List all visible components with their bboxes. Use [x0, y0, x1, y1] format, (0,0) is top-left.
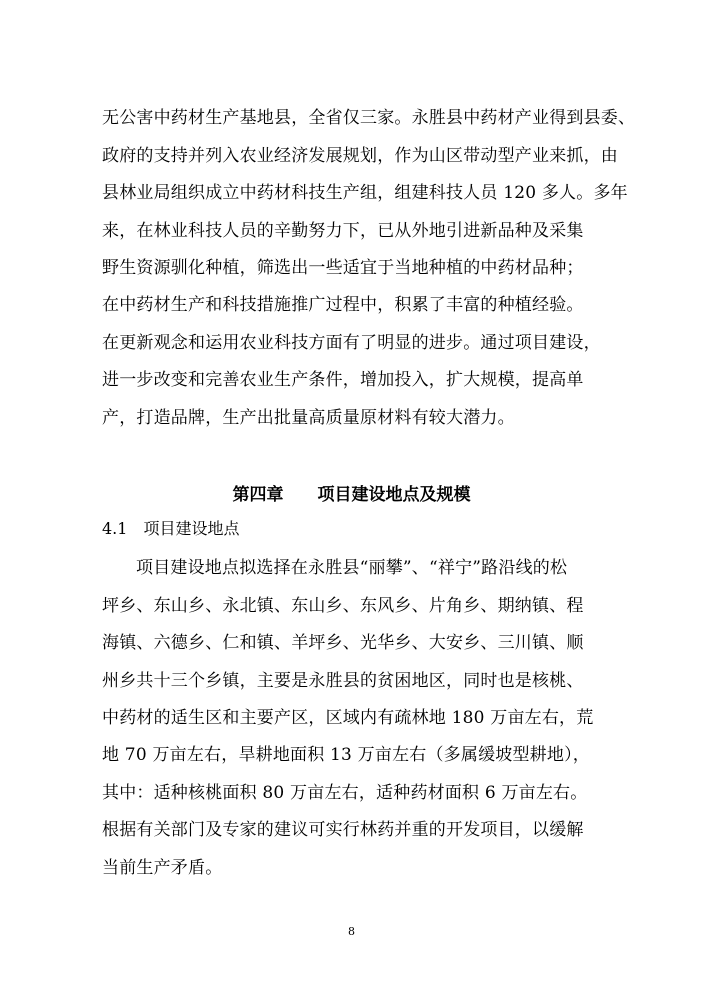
paragraph-line: 项目建设地点拟选择在永胜县“丽攀”、“祥宁”路沿线的松: [136, 558, 568, 578]
paragraph-line: 坪乡、东山乡、永北镇、东山乡、东风乡、片角乡、期纳镇、程: [102, 596, 584, 616]
chapter-title: 第四章 项目建设地点及规模: [232, 485, 471, 505]
paragraph-line: 根据有关部门及专家的建议可实行林药并重的开发项目，以缓解: [102, 820, 584, 840]
paragraph-line: 在中药材生产和科技措施推广过程中，积累了丰富的种植经验。: [102, 295, 584, 315]
paragraph-line: 海镇、六德乡、仁和镇、羊坪乡、光华乡、大安乡、三川镇、顺: [102, 633, 584, 653]
paragraph-line: 来，在林业科技人员的辛勤努力下，已从外地引进新品种及采集: [102, 221, 584, 241]
section-heading: 4.1 项目建设地点: [102, 519, 240, 538]
paragraph-line: 产，打造品牌，生产出批量高质量原材料有较大潜力。: [102, 408, 515, 428]
paragraph-line: 地 70 万亩左右，旱耕地面积 13 万亩左右（多属缓坡型耕地），: [102, 745, 590, 765]
paragraph-line: 中药材的适生区和主要产区，区域内有疏林地 180 万亩左右，荒: [102, 708, 594, 728]
paragraph-line: 野生资源驯化种植，筛选出一些适宜于当地种植的中药材品种；: [102, 258, 584, 278]
page-number: 8: [348, 925, 355, 938]
paragraph-line: 无公害中药材生产基地县，全省仅三家。永胜县中药材产业得到县委、: [102, 108, 636, 128]
paragraph-line: 县林业局组织成立中药材科技生产组，组建科技人员 120 多人。多年: [102, 183, 628, 203]
paragraph-line: 在更新观念和运用农业科技方面有了明显的进步。通过项目建设，: [102, 333, 601, 353]
paragraph-line: 其中：适种核桃面积 80 万亩左右，适种药材面积 6 万亩左右。: [102, 783, 588, 803]
paragraph-line: 政府的支持并列入农业经济发展规划，作为山区带动型产业来抓，由: [102, 146, 618, 166]
paragraph-line: 当前生产矛盾。: [102, 858, 223, 878]
paragraph-line: 进一步改变和完善农业生产条件，增加投入，扩大规模，提高单: [102, 370, 584, 390]
paragraph-line: 州乡共十三个乡镇，主要是永胜县的贫困地区，同时也是核桃、: [102, 671, 584, 691]
